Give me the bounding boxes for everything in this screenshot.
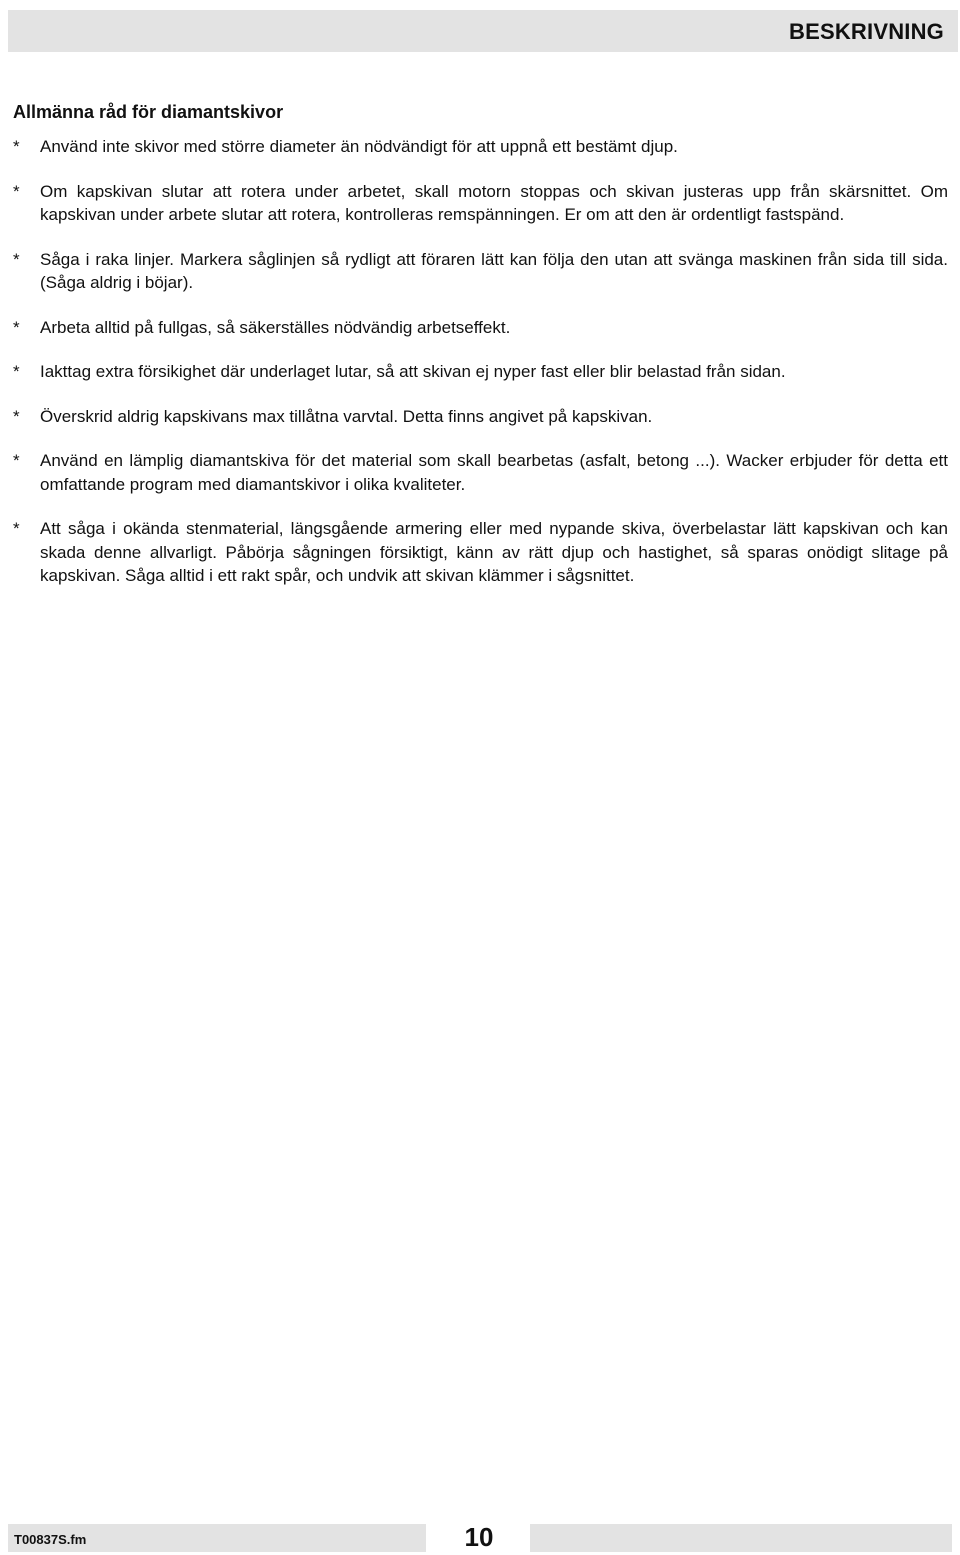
list-item [13,135,948,159]
bullet-star: * [13,519,20,538]
header-bar [8,10,958,52]
bullet-star: * [13,181,20,201]
list-item [13,316,948,340]
list-item [13,360,948,384]
footer-filename: T00837S.fm [14,1532,87,1547]
bullet-star: * [13,137,20,156]
section-title: Allmänna råd för diamantskivor [13,102,284,122]
bullet-list [13,135,948,588]
list-item [13,517,948,588]
list-item-text: Använd en lämplig diamantskiva för det material som skall bearbetas (asfalt, betong ...). Wacker erbjuder för detta ett omfattande program med diamantskivor i olika kvaliteter. [40,451,948,494]
list-item-text: Såga i raka linjer. Markera såglinjen så rydligt att föraren lätt kan följa den utan att svänga maskinen från sida till sida. (Såga aldrig i böjar). [40,249,948,292]
list-item [13,248,948,295]
page-number: 10 [464,1522,494,1552]
content [13,100,948,609]
bullet-star: * [13,451,20,470]
list-item [13,405,948,429]
footer-left-bar [8,1524,426,1552]
bullet-star: * [13,249,20,269]
list-item-text: Överskrid aldrig kapskivans max tillåtna varvtal. Detta finns angivet på kapskivan. [40,406,653,426]
footer-right-bar [530,1524,952,1552]
bullet-star: * [13,406,20,426]
list-item-text: Att såga i okända stenmaterial, längsgående armering eller med nypande skiva, överbelastar lätt kapskivan och kan skada denne allvarligt. Påbörja sågningen försiktigt, känn av rätt djup och hastighet, så sparas onödigt slitage på kapskivan. Såga alltid i ett rakt spår, och undvik att skivan klämmer i sågsnittet. [40,519,948,585]
list-item-text: Arbeta alltid på fullgas, så säkerställes nödvändig arbetseffekt. [40,317,511,337]
list-item [13,449,948,496]
list-item-text: Om kapskivan slutar att rotera under arbetet, skall motorn stoppas och skivan justeras upp från skärsnittet. Om kapskivan under arbete slutar att rotera, kontrolleras remspänningen. Er om att den är ordentligt fastspänd. [40,181,948,224]
list-item [13,180,948,227]
list-item-text: Använd inte skivor med större diameter än nödvändigt för att uppnå ett bestämt djup. [40,137,678,156]
list-item-text: Iakttag extra försikighet där underlaget lutar, så att skivan ej nyper fast eller blir belastad från sidan. [40,362,786,381]
page-title: BESKRIVNING [789,19,944,44]
bullet-star: * [13,362,20,381]
bullet-star: * [13,317,20,337]
